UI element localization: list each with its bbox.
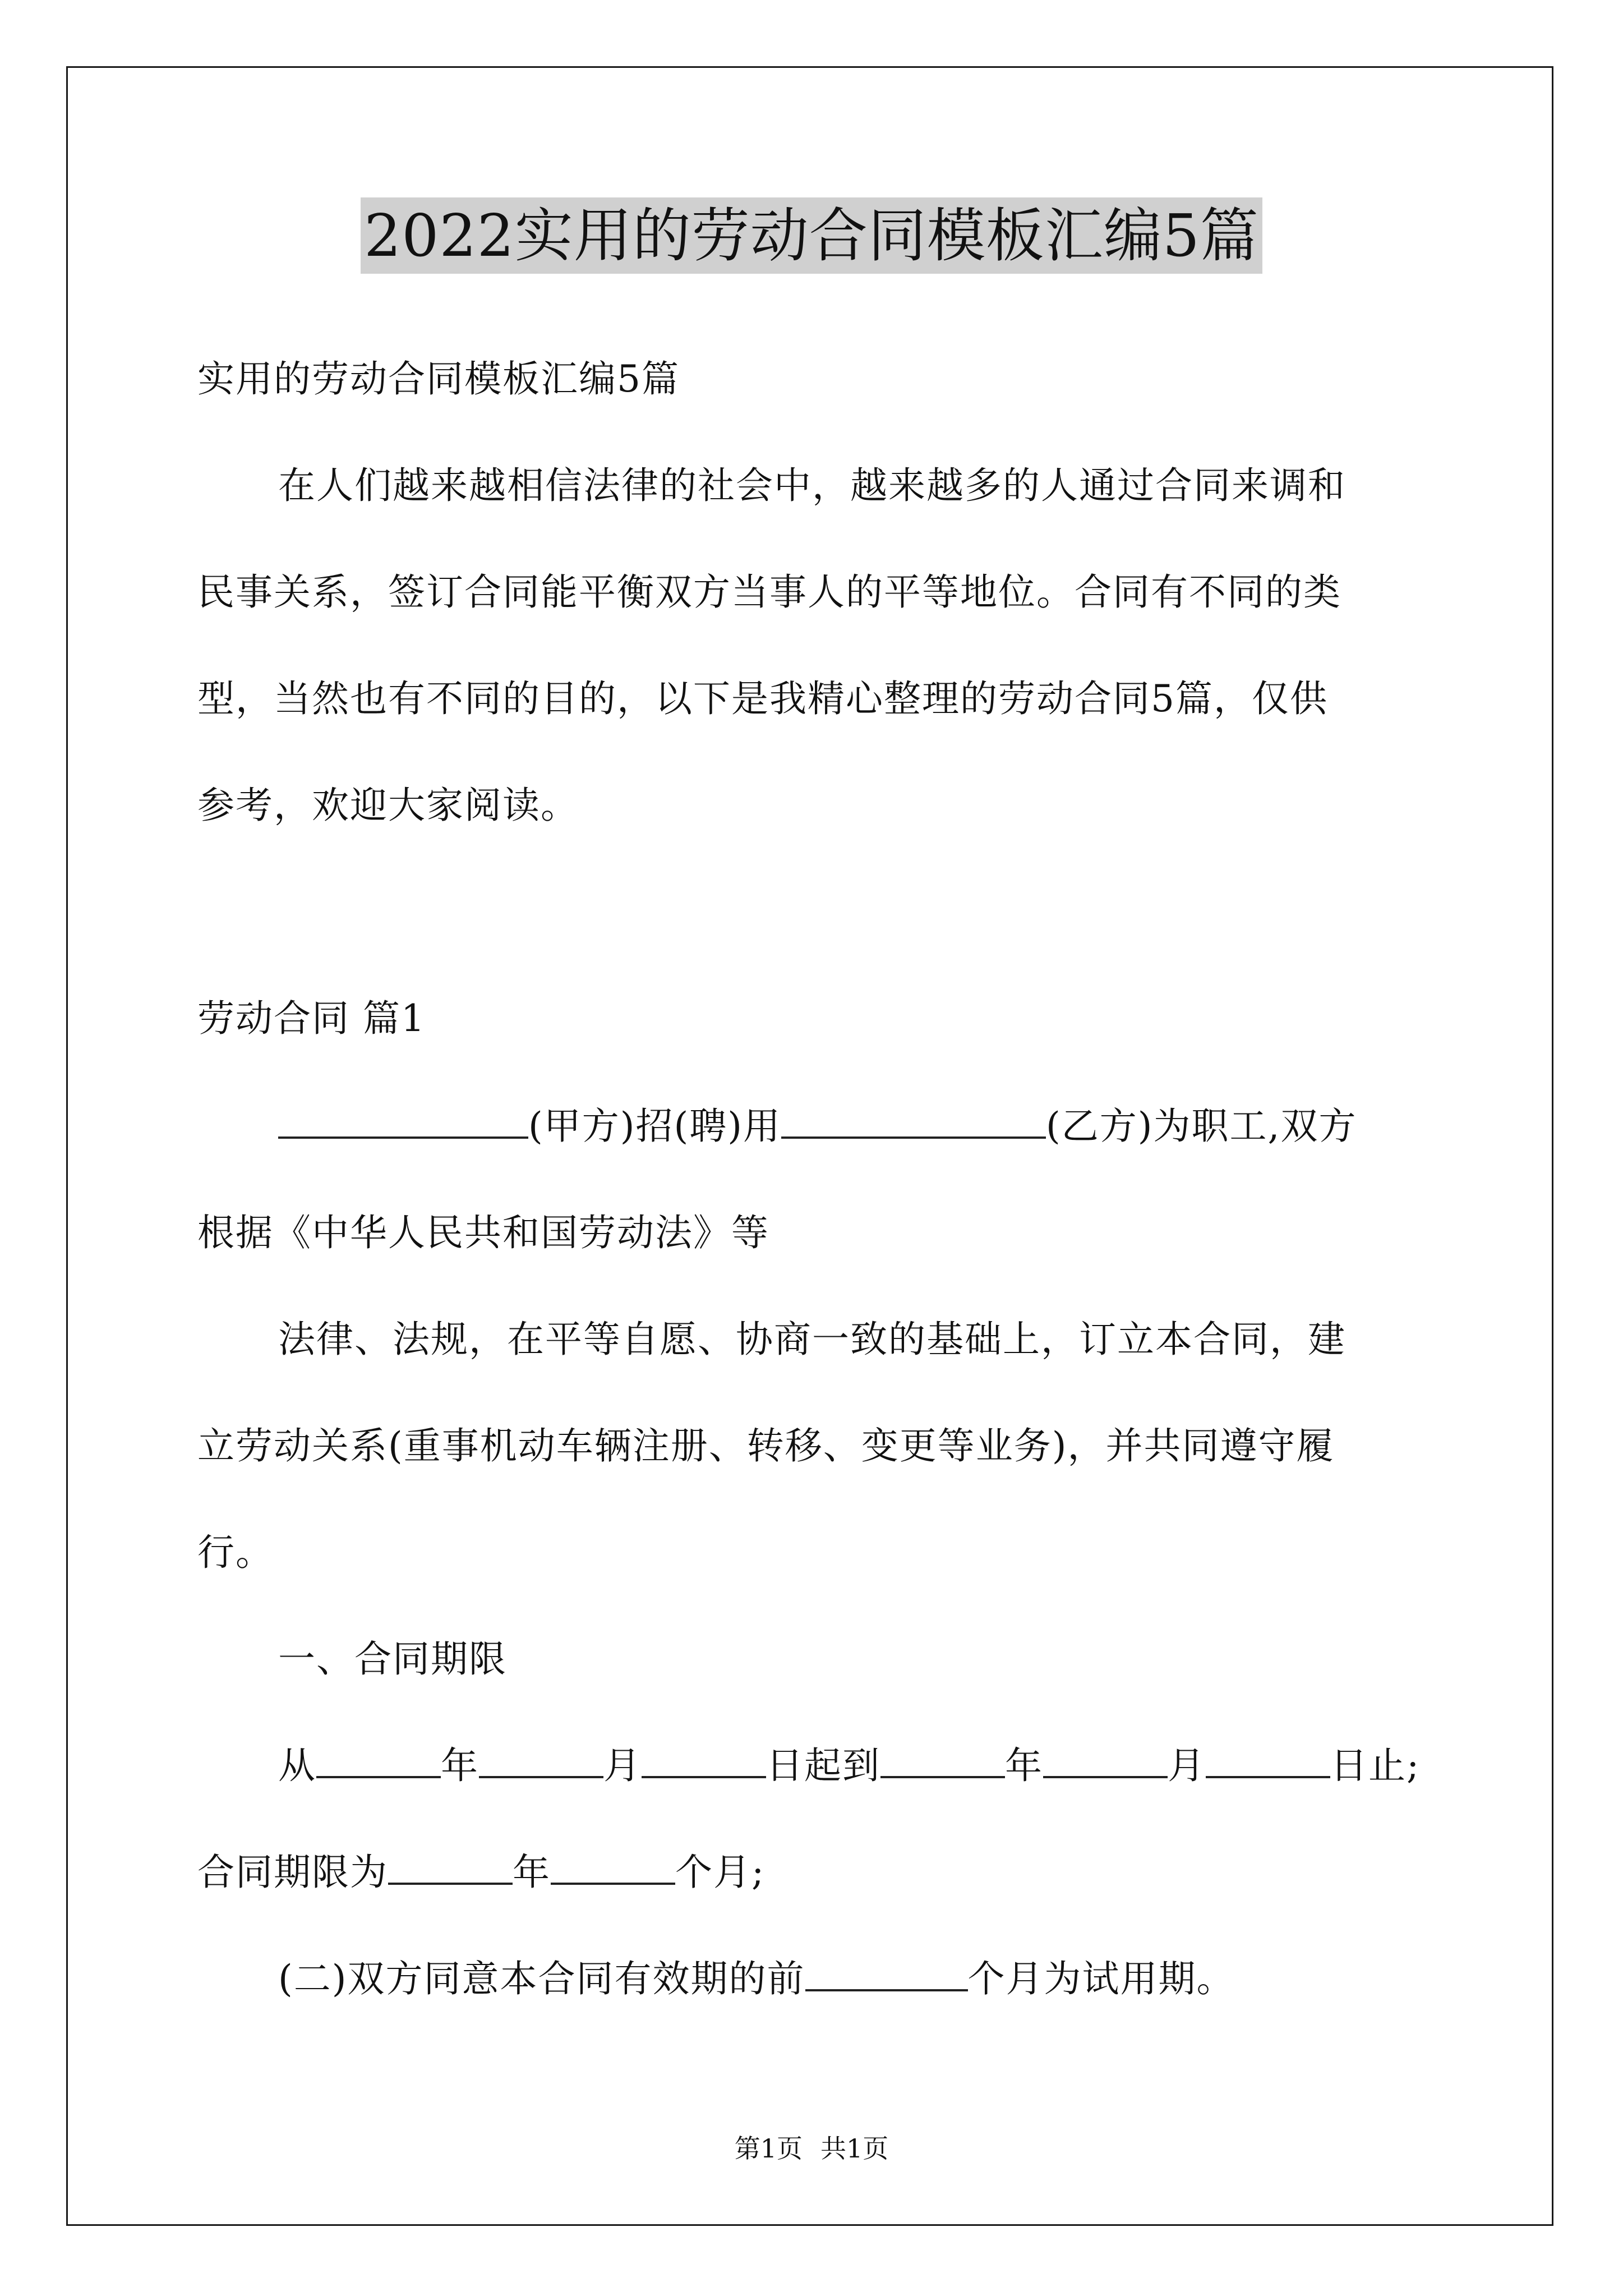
- start-month-blank: [479, 1743, 603, 1778]
- basis-line: 根据《中华人民共和国劳动法》等: [197, 1211, 769, 1254]
- start-year-blank: [316, 1743, 441, 1778]
- day-end-text: 日止;: [1330, 1744, 1421, 1787]
- page-total: 共1页: [820, 2133, 889, 2164]
- year2-text: 年: [1005, 1744, 1043, 1787]
- year-text: 年: [441, 1744, 479, 1787]
- trial-prefix: (二)双方同意本合同有效期的前: [278, 1957, 805, 2000]
- term-heading: 一、合同期限: [278, 1637, 507, 1681]
- page-number: 第1页: [734, 2133, 803, 2164]
- duration-year-text: 年: [513, 1851, 551, 1894]
- end-month-blank: [1043, 1743, 1168, 1778]
- duration-line: [197, 1850, 765, 1895]
- month2-text: 月: [1168, 1744, 1206, 1787]
- parties-text-2: (乙方)为职工,双方: [1046, 1105, 1357, 1148]
- intro-line-2: 民事关系，签订合同能平衡双方当事人的平等地位。合同有不同的类: [197, 570, 1341, 614]
- document-title: 2022实用的劳动合同模板汇编5篇: [361, 197, 1262, 274]
- parties-text-1: (甲方)招(聘)用: [528, 1105, 781, 1148]
- title-container: [0, 197, 1623, 274]
- law-line-1: 法律、法规，在平等自愿、协商一致的基础上，订立本合同，建: [278, 1318, 1346, 1361]
- intro-line-3: 型，当然也有不同的目的，以下是我精心整理的劳动合同5篇，仅供: [197, 677, 1328, 720]
- day-start-text: 日起到: [766, 1744, 880, 1787]
- month-text: 月: [603, 1744, 642, 1787]
- start-day-blank: [642, 1743, 766, 1778]
- intro-line-1: 在人们越来越相信法律的社会中，越来越多的人通过合同来调和: [278, 464, 1346, 507]
- law-line-3: 行。: [197, 1531, 274, 1574]
- page-footer: [0, 2132, 1623, 2165]
- end-day-blank: [1206, 1743, 1330, 1778]
- law-line-2: 立劳动关系(重事机动车辆注册、转移、变更等业务)，并共同遵守履: [197, 1424, 1335, 1467]
- intro-line-4: 参考，欢迎大家阅读。: [197, 784, 579, 827]
- end-year-blank: [880, 1743, 1005, 1778]
- trial-months-blank: [805, 1957, 968, 1991]
- document-subtitle: 实用的劳动合同模板汇编5篇: [197, 357, 680, 401]
- duration-year-blank: [388, 1850, 513, 1885]
- employee-blank: [781, 1104, 1046, 1139]
- date-line: [278, 1743, 1420, 1788]
- section-heading: 劳动合同 篇1: [197, 997, 426, 1040]
- trial-suffix: 个月为试用期。: [967, 1957, 1235, 2000]
- trial-line: [278, 1957, 1235, 2001]
- employer-blank: [278, 1104, 528, 1139]
- parties-line: [278, 1104, 1357, 1149]
- duration-month-blank: [551, 1850, 675, 1885]
- duration-label: 合同期限为: [197, 1851, 388, 1894]
- from-text: 从: [278, 1744, 316, 1787]
- duration-months-text: 个月;: [675, 1851, 766, 1894]
